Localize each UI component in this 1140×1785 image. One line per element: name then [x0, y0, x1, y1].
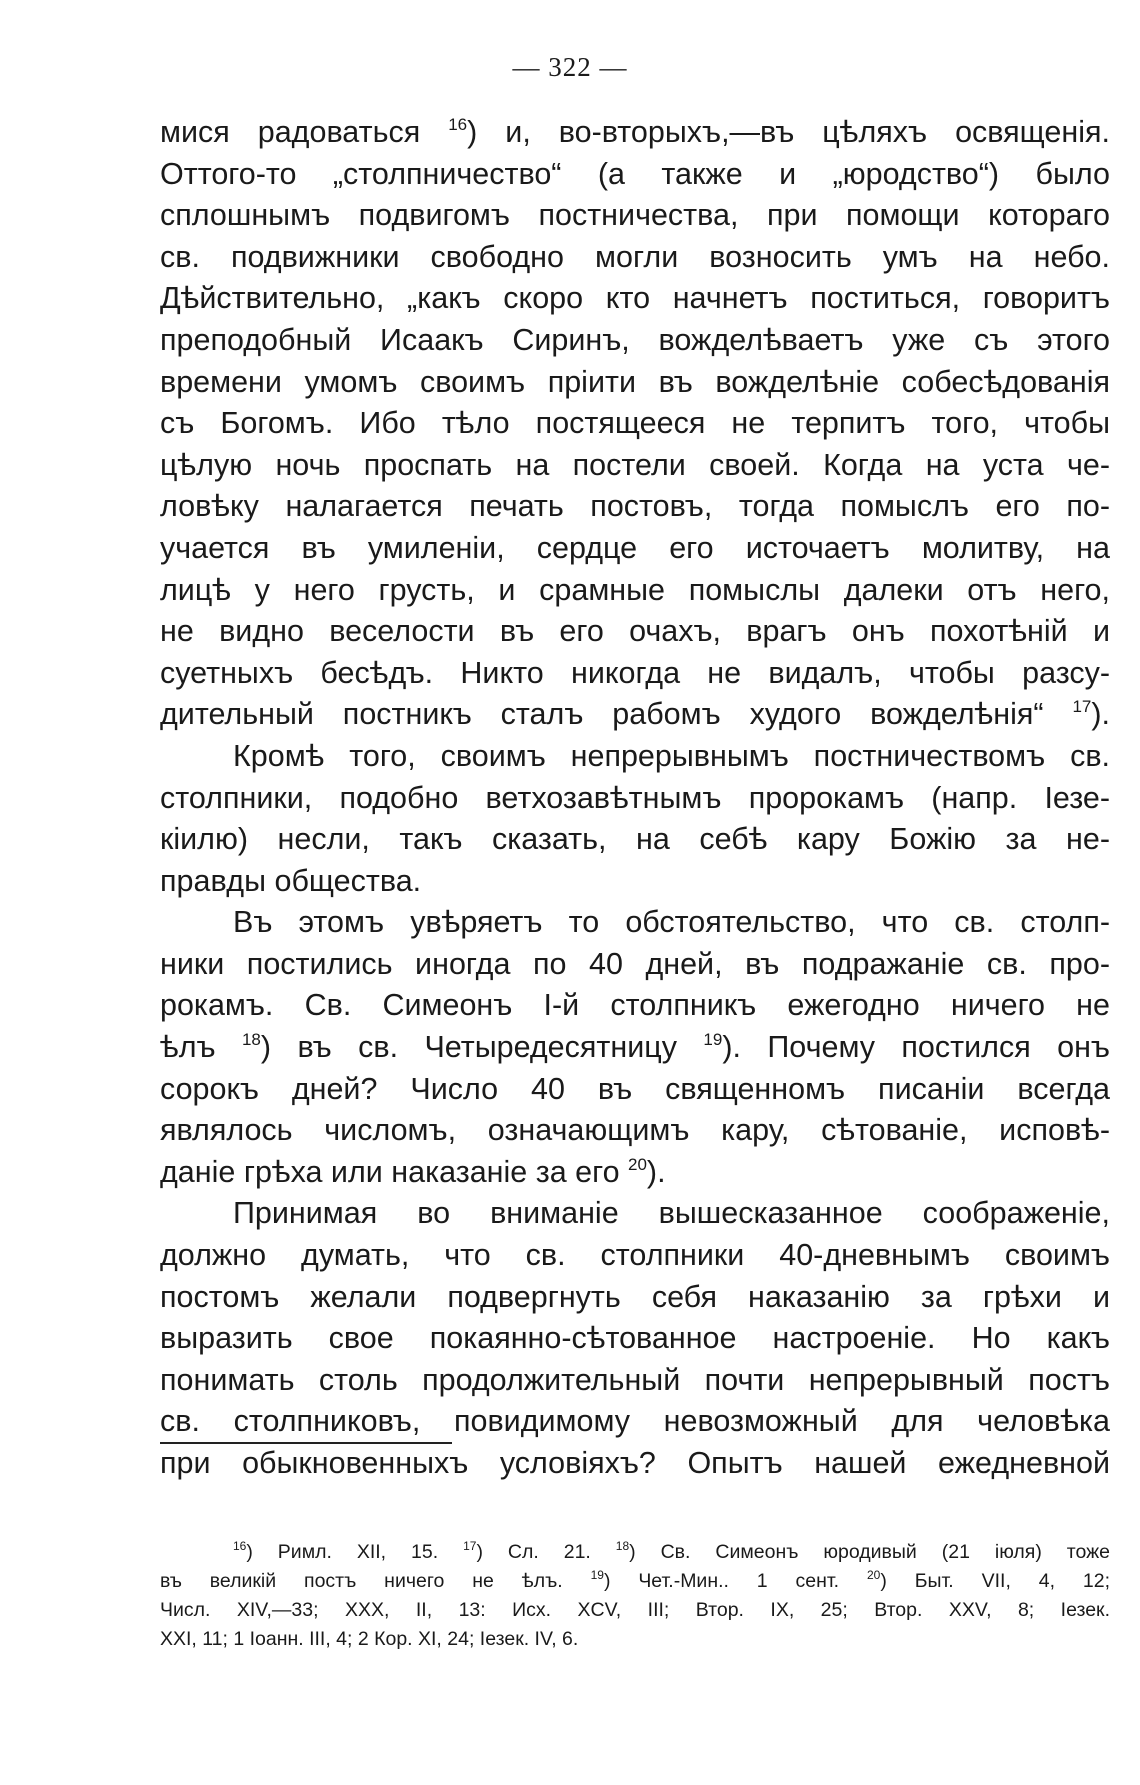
page-number: — 322 —	[512, 52, 628, 82]
paragraph-start: Въ этомъ увѣряетъ то обстоятельство, что св. столп-	[233, 905, 1110, 940]
footnote-line: Числ. XIV,—33; XXX, II, 13: Исх. XCV, III; Втор. IX, 25; Втор. XXV, 8; Іезек.	[160, 1599, 1110, 1621]
text-line: понимать столь продолжительный почти непрерывный постъ	[160, 1362, 1110, 1397]
text-line: суетныхъ бесѣдъ. Никто никогда не видалъ, чтобы разсу-	[160, 655, 1110, 690]
footnote-line: XXI, 11; 1 Іоанн. III, 4; 2 Кор. XI, 24; Іезек. IV, 6.	[160, 1628, 579, 1650]
text-line: сплошнымъ подвигомъ постничества, при помощи котораго	[160, 198, 1110, 233]
footnote-ref: 20	[628, 1154, 647, 1174]
text-line: сорокъ дней? Число 40 въ священномъ писаніи всегда	[160, 1071, 1110, 1106]
text-line: правды общества.	[160, 863, 422, 898]
main-text	[160, 112, 1110, 1485]
footnote-ref: 19	[703, 1030, 723, 1050]
text-line: времени умомъ своимъ пріити въ вожделѣніе собесѣдованія	[160, 364, 1110, 399]
text-line: даніе грѣха или наказаніе за его $^{20}$).	[160, 1154, 666, 1189]
text-line: преподобный Исаакъ Сиринъ, вожделѣваетъ уже съ этого	[160, 322, 1110, 357]
text-line: не видно веселости въ его очахъ, врагъ онъ похотѣній и	[160, 614, 1110, 649]
text-line: постомъ желали подвергнуть себя наказанію за грѣхи и	[160, 1279, 1110, 1314]
text-line: св. подвижники свободно могли возносить умъ на небо.	[160, 239, 1110, 274]
text-line: при обыкновенныхъ условіяхъ? Опытъ нашей ежедневной	[160, 1446, 1110, 1480]
text-line: должно думать, что св. столпники 40-дневнымъ своимъ	[160, 1238, 1110, 1273]
text-line: лицѣ у него грусть, и срамные помыслы далеки отъ него,	[160, 572, 1110, 607]
paragraph-start: Кромѣ того, своимъ непрерывнымъ постничествомъ св.	[233, 738, 1110, 773]
footnote-ref: 16	[448, 115, 468, 134]
footnote-line: $^{16}$) Римл. XII, 15. $^{17}$) Сл. 21. $^{18}$) Св. Симеонъ юродивый (21 іюля) тоже	[233, 1539, 1111, 1563]
text-line: рокамъ. Св. Симеонъ І-й столпникъ ежегодно ничего не	[160, 988, 1110, 1023]
text-line: столпники, подобно ветхозавѣтнымъ пророкамъ (напр. Іезе-	[160, 780, 1110, 815]
text-line: учается въ умиленіи, сердце его источаетъ молитву, на	[160, 530, 1110, 565]
text-line: дительный постникъ сталъ рабомъ худого вожделѣнія“ $^{17}$).	[160, 697, 1110, 732]
footnote-divider	[160, 1442, 452, 1444]
paragraph-start: Принимая во вниманіе вышесказанное соображеніе,	[233, 1196, 1110, 1231]
text-line: ловѣку налагается печать постовъ, тогда помыслъ его по-	[160, 489, 1110, 524]
text-line: съ Богомъ. Ибо тѣло постящееся не терпитъ того, чтобы	[160, 406, 1110, 441]
text-line: ѣлъ $^{18}$) въ св. Четыредесятницу $^{19}$). Почему постился онъ	[160, 1030, 1110, 1065]
footnote-ref: 18	[241, 1030, 261, 1050]
text-line: цѣлую ночь проспать на постели своей. Когда на уста че-	[160, 447, 1110, 482]
text-line: Дѣйствительно, „какъ скоро кто начнетъ поститься, говоритъ	[160, 281, 1110, 316]
text-line: ники постились иногда по 40 дней, въ подражаніе св. про-	[160, 946, 1110, 981]
footnotes	[160, 1538, 1110, 1654]
footnote-line: въ великій постъ ничего не ѣлъ. $^{19}$) Чет.-Мин.. 1 сент. $^{20}$) Быт. VII, 4, 12;	[160, 1568, 1110, 1592]
text-line: выразить свое покаянно-сѣтованное настроеніе. Но какъ	[160, 1321, 1110, 1356]
text-line: кіилю) несли, такъ сказать, на себѣ кару Божію за не-	[160, 822, 1110, 857]
text-line: св. столпниковъ, повидимому невозможный для человѣка	[160, 1404, 1110, 1439]
text-line: Оттого-то „столпничество“ (а также и „юродство“) было	[160, 156, 1110, 191]
text-line: являлось числомъ, означающимъ кару, сѣтованіе, исповѣ-	[160, 1113, 1110, 1148]
text-line: мися радоваться $^{16}$) и, во-вторыхъ,—въ цѣляхъ освященія.	[160, 115, 1110, 149]
footnote-ref: 17	[1072, 697, 1092, 717]
